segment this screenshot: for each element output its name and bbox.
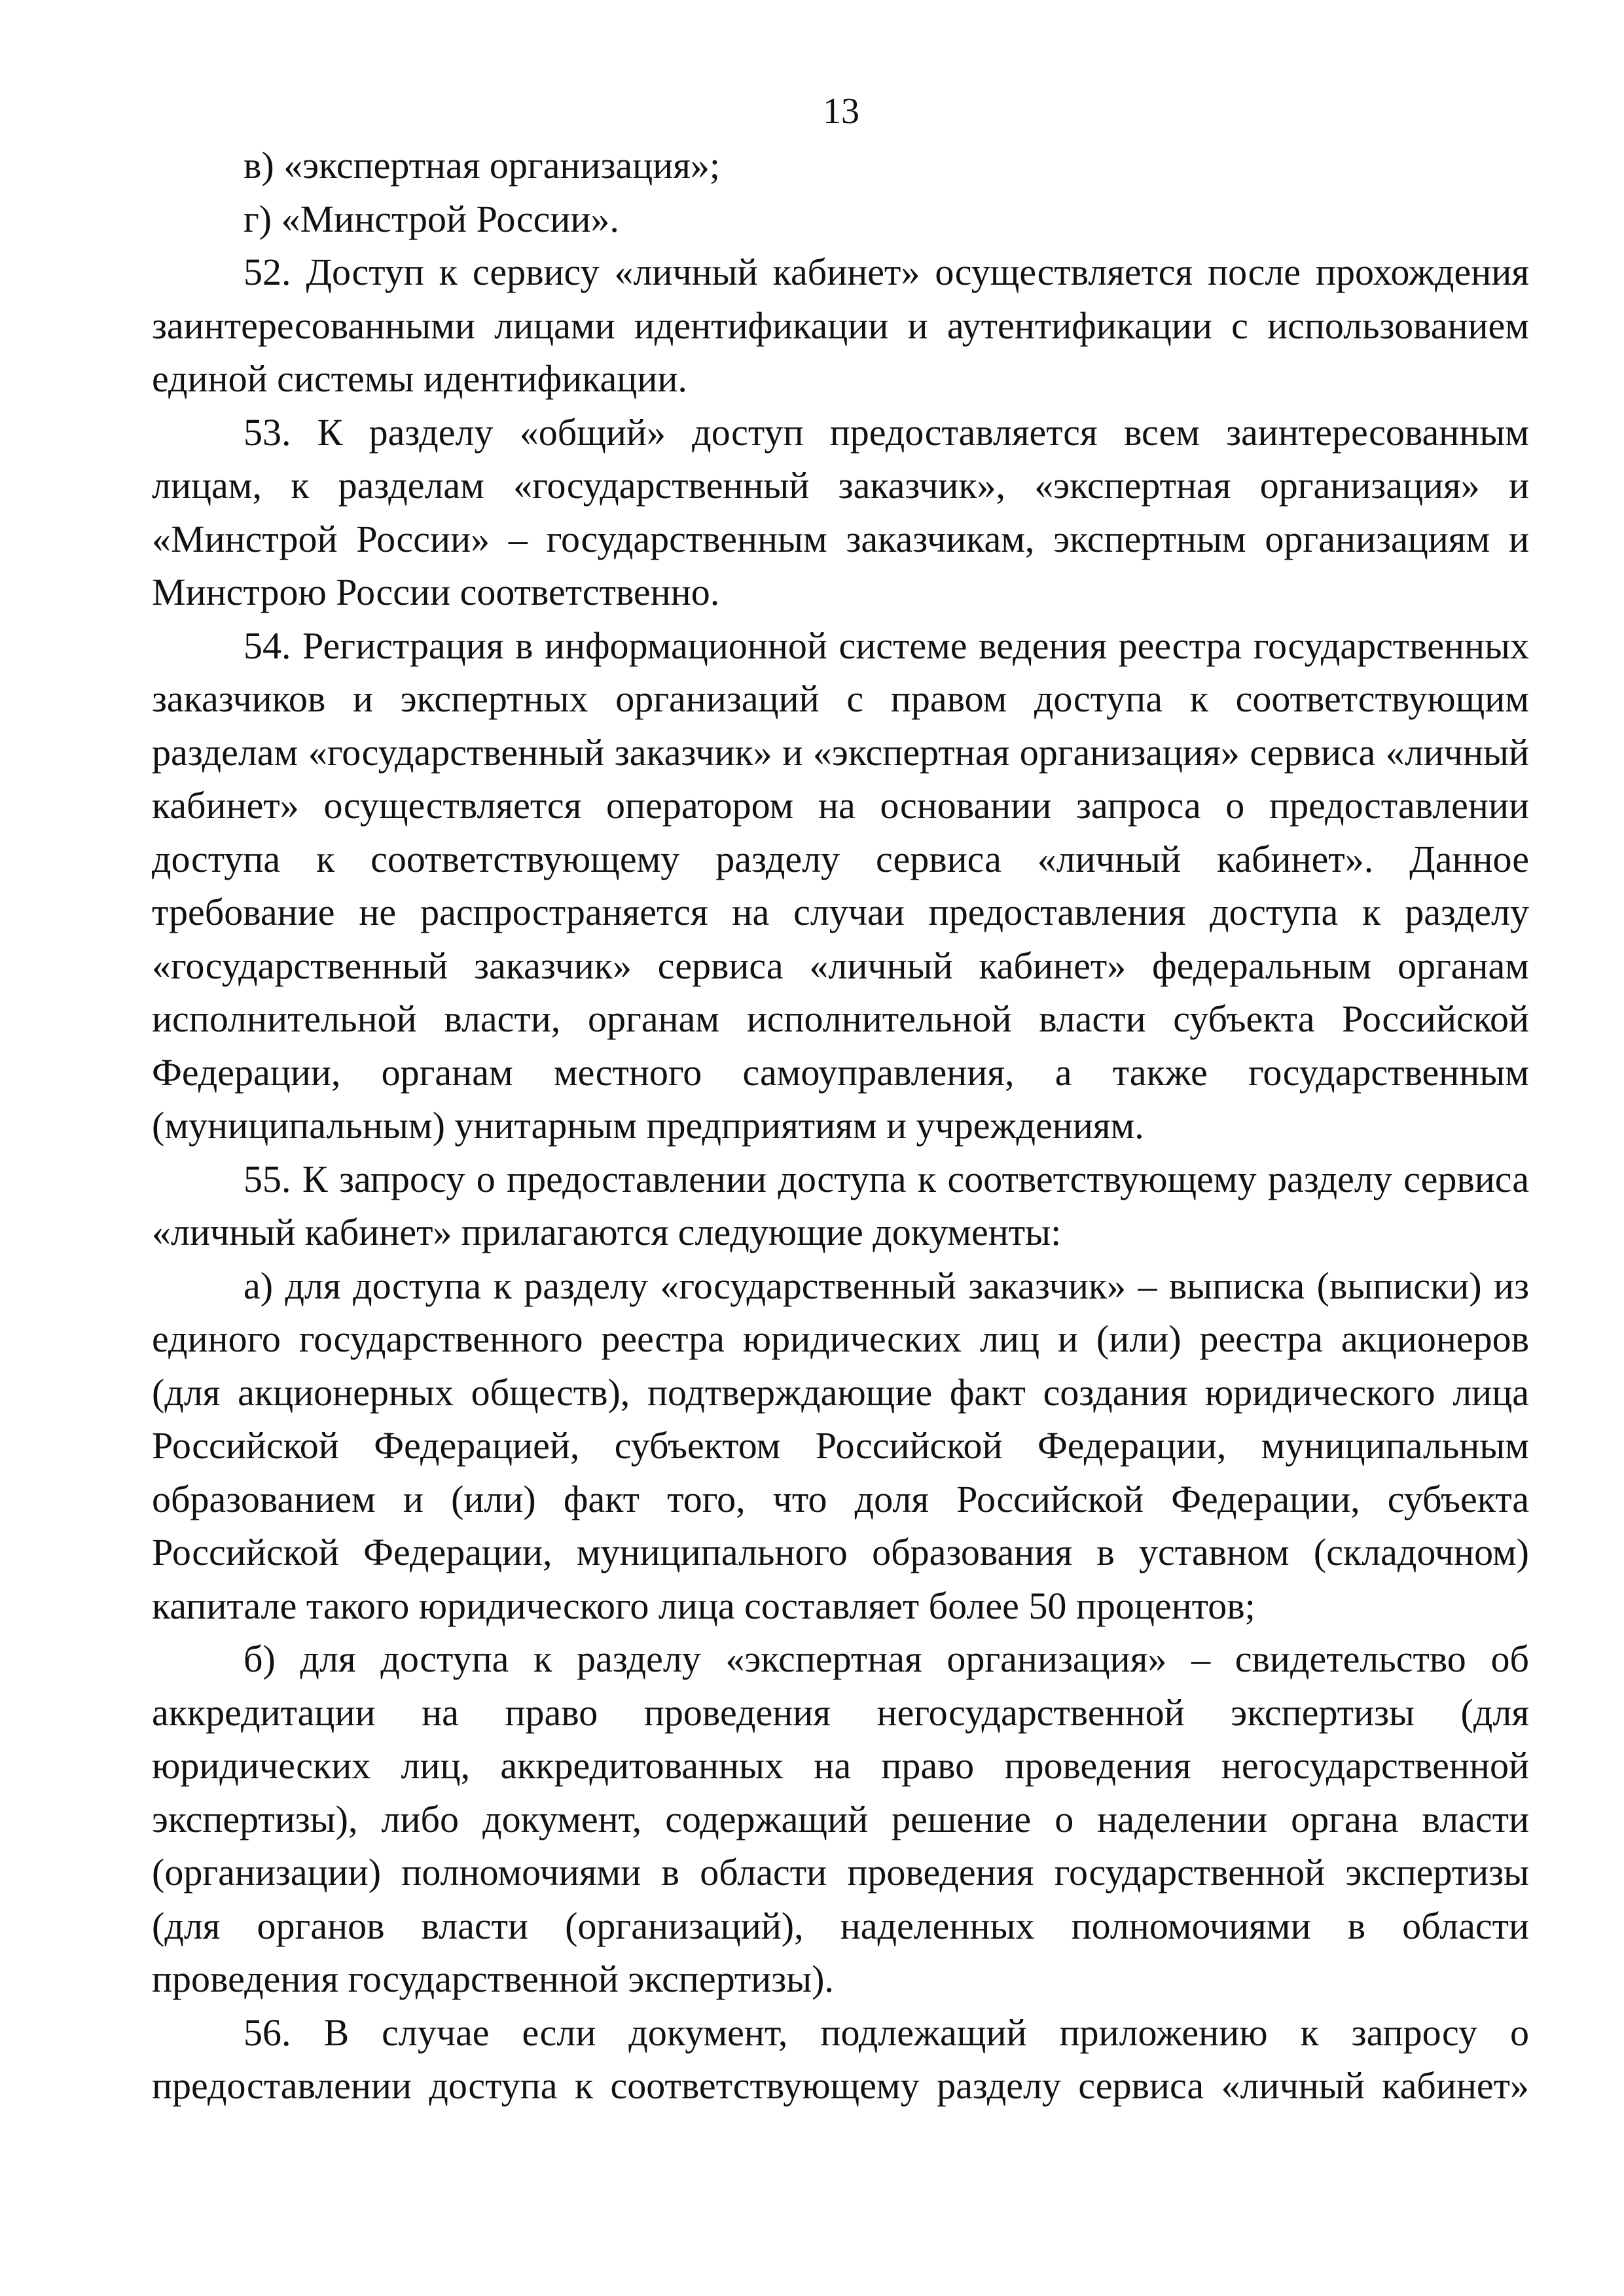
clause-53: 53. К разделу «общий» доступ предоставляется всем заинтересованным лицам, к разделам «государственный заказчик», «экспертная организация» и «Минстрой России» – государственным заказчикам, экспертным организациям и Минстрою России соответственно. xyxy=(152,410,1529,613)
clause-54: 54. Регистрация в информационной системе ведения реестра государственных заказчиков и экспертных организаций с правом доступа к соответствующим разделам «государственный заказчик» и «экспертная организация» сервиса «личный кабинет» осуществляется оператором на основании запроса о предоставлении доступа к соответствующему разделу сервиса «личный кабинет». Данное требование не распространяется на случаи предоставления доступа к разделу «государственный заказчик» сервиса «личный кабинет» федеральным органам исполнительной власти, органам исполнительной власти субъекта Российской Федерации, органам местного самоуправления, а также государственным (муниципальным) унитарным предприятиям и учреждениям. xyxy=(152,624,1529,1147)
list-item-g: г) «Минстрой России». xyxy=(244,197,619,240)
clause-52: 52. Доступ к сервису «личный кабинет» осуществляется после прохождения заинтересованными лицами идентификации и аутентификации с использованием единой системы идентификации. xyxy=(152,251,1529,400)
clause-55-item-a: а) для доступа к разделу «государственный заказчик» – выписка (выписки) из единого государственного реестра юридических лиц и (или) реестра акционеров (для акционерных обществ), подтверждающие факт создания юридического лица Российской Федерацией, субъектом Российской Федерации, муниципальным образованием и (или) факт того, что доля Российской Федерации, субъекта Российской Федерации, муниципального образования в уставном (складочном) капитале такого юридического лица составляет более 50 процентов; xyxy=(152,1264,1529,1627)
clause-55: 55. К запросу о предоставлении доступа к соответствующему разделу сервиса «личный кабинет» прилагаются следующие документы: xyxy=(152,1157,1529,1253)
list-item-v: в) «экспертная организация»; xyxy=(244,144,721,187)
document-body xyxy=(152,139,1529,2113)
page-number: 13 xyxy=(823,91,859,132)
clause-56: 56. В случае если документ, подлежащий приложению к запросу о предоставлении доступа к соответствующему разделу сервиса «личный кабинет» xyxy=(152,2011,1529,2107)
clause-55-item-b: б) для доступа к разделу «экспертная организация» – свидетельство об аккредитации на право проведения негосударственной экспертизы (для юридических лиц, аккредитованных на право проведения негосударственной экспертизы), либо документ, содержащий решение о наделении органа власти (организации) полномочиями в области проведения государственной экспертизы (для органов власти (организаций), наделенных полномочиями в области проведения государственной экспертизы). xyxy=(152,1638,1529,2000)
